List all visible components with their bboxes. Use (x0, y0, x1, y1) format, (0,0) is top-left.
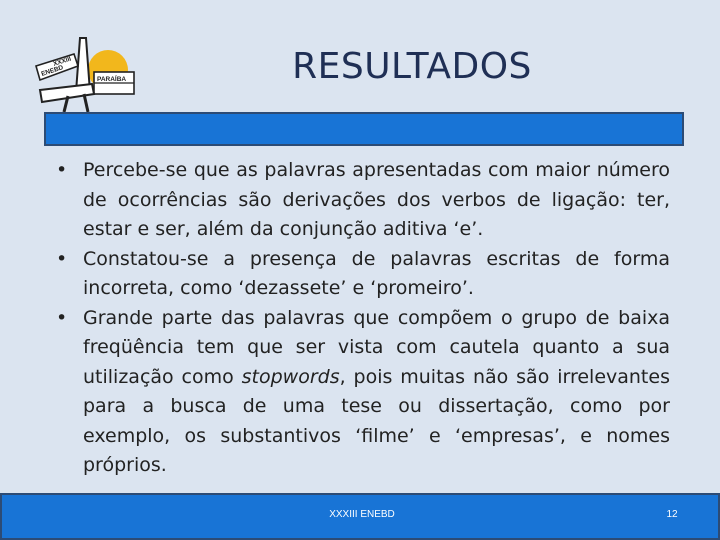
bullet-item-2 (54, 245, 670, 304)
logo-leg-right (84, 94, 88, 112)
bullet-list (54, 156, 670, 481)
enebd-logo-icon (34, 36, 138, 116)
logo-text-state: PARAÍBA (97, 76, 127, 83)
logo-text-line2: ENEBD (40, 64, 65, 78)
enebd-logo (34, 36, 138, 116)
slide-title: RESULTADOS (292, 46, 532, 87)
title-underline-bar (44, 112, 684, 146)
footer-event-name: XXXIII ENEBD (329, 509, 395, 520)
bullet-item-3 (54, 304, 670, 481)
footer-bar (0, 493, 720, 540)
page-number: 12 (666, 509, 678, 520)
logo-text-line1: XXXIII (52, 55, 73, 68)
bullet-text-3-italic: stopwords (241, 365, 340, 388)
bullet-text-2: Constatou-se a presença de palavras escritas de forma incorreta, como ‘dezassete’ e ‘promeiro’. (83, 247, 670, 299)
bullet-text-3-after: , pois muitas não são irrelevantes para a busca de uma tese ou dissertação, como por exemplo, os substantivos ‘filme’ e ‘empresas’, e nomes próprios. (83, 365, 670, 476)
slide-content (54, 156, 670, 481)
bullet-text-1: Percebe-se que as palavras apresentadas com maior número de ocorrências são derivações dos verbos de ligação: ter, estar e ser, além da conjunção aditiva ‘e’. (83, 159, 670, 240)
bullet-item-1 (54, 156, 670, 245)
bullet-text-3-before: Grande parte das palavras que compõem o grupo de baixa freqüência tem que ser vista com cautela quanto a sua utilização como (83, 306, 670, 388)
